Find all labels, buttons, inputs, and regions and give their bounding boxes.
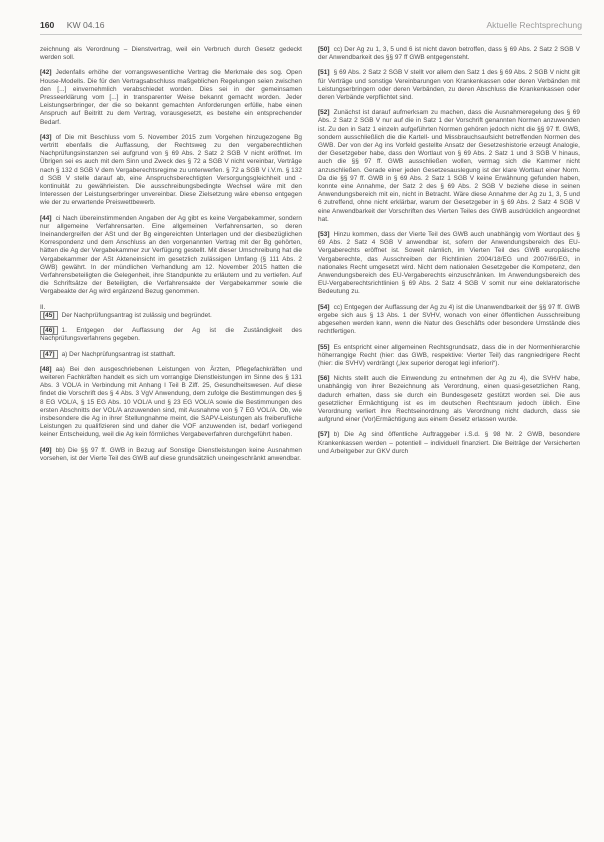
paragraph-text: cc) Der Ag zu 1, 3, 5 und 6 ist nicht davon betroffen, dass § 69 Abs. 2 Satz 2 SGB V der Anwendbarkeit des §§ 97 ff GWB entgegensteht. bbox=[318, 46, 580, 62]
left-column bbox=[40, 46, 302, 470]
paragraph bbox=[40, 327, 302, 343]
paragraph bbox=[318, 304, 580, 337]
paragraph bbox=[40, 447, 302, 463]
paragraph bbox=[318, 344, 580, 369]
paragraph-text: § 69 Abs. 2 Satz 2 SGB V stellt vor allem den Satz 1 des § 69 Abs. 2 SGB V nicht gilt für Verträge und sonstige Vereinbarungen von Krankenkassen oder deren Verbänden mit Leistungserbringern oder deren Verbänden, zu deren Abschluss die Krankenkassen oder deren Verbände verpflichtet sind. bbox=[318, 69, 580, 102]
paragraph bbox=[318, 109, 580, 224]
paragraph-number: [46] bbox=[40, 326, 58, 335]
paragraph-text: of Die mit Beschluss vom 5. November 2015 zum Vorgehen hinzugezogene Bg vertritt ebenfalls die Auffassung, der Rechtsweg zu den vergaberechtlichen Nachprüfungsinstanzen sei aufgrund von § 69 Abs. 2 Satz 2 SGB V nicht eröffnet. Im Übrigen sei es auch mit dem Sinn und Zweck des § 72 a SGB V nicht vereinbar, Verträge nach § 132 d SGB V dem Vergaberechtsregime zu unterwerfen. § 72 a SGB V i.V.m. § 132 d SGB V stelle darauf ab, eine Anspruchsberechtigten Versorgungsgleichheit und -kontinuität zu gewährleisten. Die ausschreibungsbedingte Wechsel wäre mit den Interessen der Leistungserbringer unvereinbar. Diese Zielsetzung wäre ebenso entgegen wie der zu erwartende Preiswettbewerb. bbox=[40, 133, 302, 207]
section-title: Aktuelle Rechtsprechung bbox=[486, 20, 582, 30]
right-column bbox=[318, 46, 580, 463]
paragraph-text: Es entspricht einer allgemeinen Rechtsgrundsatz, dass die in der Normenhierarchie höherrangige Recht (hier: das GWB, respektive: Vierter Teil) das rangniedrigere Recht (hier: die SVHV) verdrängt („lex superior derogat legi inferiori“). bbox=[318, 343, 580, 367]
paragraph bbox=[40, 312, 302, 320]
paragraph bbox=[40, 351, 302, 359]
paragraph bbox=[318, 231, 580, 297]
page-number: 160 bbox=[40, 20, 55, 30]
paragraph-text: aa) Bei den ausgeschriebenen Leistungen von Ärzten, Pflegefachkräften und weiteren Fachkräften handelt es sich um vorrangige Dienstleistungen im Sinne des § 131 Abs. 3 VOL/A in Verbindung mit Anhang I Teil B Ziff. 25, Gesundheitswesen. Auf diese findet die Vorschrift des § 4 Abs. 3 VgV Anwendung, dem zufolge die Bestimmungen des § 8 EG VOL/A, § 15 EG Abs. 10 VOL/A und § 23 EG VOL/A sowie die Bestimmungen des ersten Abschnitts der VOL/A anzuwenden sind, mit Ausnahme von § 7 EG VOL/A. Ob, wie insbesondere die Ag in ihrer Stellungnahme meint, die SAPV-Leistungen als freiberufliche Leistungen zu qualifizieren sind und daher die VOF anzuwenden ist, bedarf vorliegend keiner Entscheidung, weil die Ag kein förmliches Vergabeverfahren durchgeführt haben. bbox=[40, 365, 302, 439]
paragraph-text: b) Die Ag sind öffentliche Auftraggeber i.S.d. § 98 Nr. 2 GWB, besondere Krankenkassen werden – potentiell – individuell finanziert. Die Beiträge der Versicherten und Arbeitgeber zur GKV durch bbox=[318, 431, 580, 455]
paragraph bbox=[40, 215, 302, 297]
paragraph-text: ci Nach übereinstimmenden Angaben der Ag gibt es keine Vergabekammer, sondern nur allgemeine Verfahrensarten. Eine allgemeinen Verfahrensarten, so deren Ineinandergreifen der ASt und der Bg eingereichten Unterlagen und der diesbezüglichen Korrespondenz und dem Anschluss an den vorgenannten Vertrag mit der Bg gehörten, hätten die Ag der Vergabekammer zur Verfügung gestellt. Mit dieser Umschreibung hat die Vergabekammer der ASt Akteneinsicht im gesetzlich zulässigen Umfang (§ 111 Abs. 2 GWB) gewährt. In der mündlichen Verhandlung am 12. November 2015 hatten die Verfahrensbeteiligten die Gelegenheit, ihre Standpunkte zu erläutern und zu vertiefen. Auf die Schriftsätze der Beteiligten, die Verfahrensakte der Vergabekammer sowie die Vergabeakte der Ag wird ergänzend Bezug genommen. bbox=[40, 214, 302, 296]
journal-source: KW 04.16 bbox=[66, 20, 105, 30]
paragraph-text: 1. Entgegen der Auffassung der Ag ist die Zuständigkeit des Nachprüfungsverfahrens gegeben. bbox=[40, 327, 302, 343]
paragraph-text: cc) Entgegen der Auffassung der Ag zu 4) ist die Unanwendbarkeit der §§ 97 ff. GWB ergebe sich aus § 13 Abs. 1 der SVHV, wonach von einer öffentlichen Ausschreibung abgesehen werden kann, wenn die Natur des Geschäfts oder besondere Umstände dies rechtfertigen. bbox=[318, 303, 580, 336]
paragraph-number: [42] bbox=[40, 69, 52, 77]
paragraph bbox=[318, 431, 580, 456]
paragraph bbox=[40, 46, 302, 62]
paragraph-text: Jedenfalls erhöhe der vorrangswesentliche Vertrag die Merkmale des sog. Open House-Modells. Die für den Vertragsabschluss maßgeblichen Regelungen seien zwischen den [...] einvernehmlich verabschiedet worden. Dies sei in der gemeinsamen Presseerklärung vom [...] in transparenter Weise bekannt gemacht worden. Jeder Leistungserbringer, der die so bekannt gemachten Anforderungen erfülle, habe einen Anspruch auf Beitritt zu dem Vertrag, vorausgesetzt, es bestehe ein entsprechender Bedarf. bbox=[40, 69, 302, 126]
paragraph-number: [50] bbox=[318, 46, 330, 53]
paragraph-number: [54] bbox=[318, 303, 330, 311]
paragraph-number: [56] bbox=[318, 375, 330, 383]
paragraph bbox=[318, 375, 580, 424]
paragraph-number: [44] bbox=[40, 214, 52, 222]
paragraph bbox=[40, 366, 302, 440]
paragraph-text: Der Nachprüfungsantrag ist zulässig und begründet. bbox=[61, 311, 212, 319]
paragraph-number: [48] bbox=[40, 365, 52, 373]
paragraph-number: [52] bbox=[318, 109, 330, 117]
paragraph-text: a) Der Nachprüfungsantrag ist statthaft. bbox=[61, 350, 176, 358]
paragraph-number: [49] bbox=[40, 446, 52, 454]
paragraph bbox=[40, 304, 302, 312]
page-header bbox=[40, 20, 582, 35]
paragraph-number: [47] bbox=[40, 350, 58, 359]
paragraph-text: Zunächst ist darauf aufmerksam zu machen, dass die Ausnahmeregelung des § 69 Abs. 2 Satz 2 SGB V nur auf die in Satz 1 der Vorschrift genannten Normen anzuwenden ist. Zu den in Satz 1 einzeln aufgeführten Normen gehören jedoch nicht die §§ 97 ff. GWB, sondern ausschließlich die die Kartell- und Missbrauchsaufsicht betreffenden Normen des GWB. Der von der Ag ins Vorfeld gestellte Ansatz der Gesetzeshistorie erzeugt Analogie, der Gesetzgeber habe, dass den Wortlaut von § 69 Abs. 2 Satz 1 und 3 SGB V hinaus, auch die §§ 97 ff. GWB ausschließen wollen, vermag sich die Kammer nicht anzuschließen. Gerade einer jeden Gesetzesauslegung ist der klare Wortlaut einer Norm. Da die §§ 97 ff. GWB in § 69 Abs. 2 Satz 1 SGB V keine Erwähnung gefunden haben, konnte eine Annahme, der Satz 2 des § 69 Abs. 2 SGB V beziehe diese in seinen Anwendungsbereich mit ein, nicht in Betracht. Wäre diese Annahme der Ag zu 1, 3, 5 und 6 zutreffend, ohne nicht erklärbar, warum der Gesetzgeber in § 69 Abs. 2 Satz 4 SGB V eine Anwendbarkeit der Vorschriften des Vierten Teiles des GWB ausdrücklich angeordnet hat. bbox=[318, 109, 580, 223]
paragraph-text: Nichts stellt auch die Einwendung zu entnehmen der Ag zu 4), die SVHV habe, unabhängig von ihrer Bezeichnung als Verordnung, einen quasi-gesetzlichen Rang, dadurch erhalten, dass sie durch ein Bundesgesetz gestützt worden sei. Die aus gesetzlicher Ermächtigung ist es im deutschen Rechtsraum jedoch üblich. Eine Verordnung verliert ihre Rechtseinordnung als Verordnung nicht dadurch, dass sie aufgrund einer (Vor)Ermächtigung aus einem Gesetz erlassen wurde. bbox=[318, 375, 580, 424]
paragraph bbox=[318, 46, 580, 62]
paragraph bbox=[318, 69, 580, 102]
paragraph bbox=[40, 69, 302, 126]
paragraph-number: [53] bbox=[318, 231, 330, 239]
paragraph-number: [45] bbox=[40, 311, 58, 320]
paragraph-text: Hinzu kommen, dass der Vierte Teil des GWB auch unabhängig vom Wortlaut des § 69 Abs. 2 Satz 4 SGB V anwendbar ist, sofern der Anwendungsbereich des EU-Vergaberechts eröffnet ist. Soweit nämlich, im Vierten Teil des GWB europäische Vergaberechte, das Ausschreiben der Richtlinien 2004/18/EG und 2007/66/EG, in nationales Recht umgesetzt wird. Nicht dem nationalen Gesetzgeber die Kompetenz, den Anwendungsbereich des EU-Vergaberechts einzuschränken. Im Anwendungsbereich des EU-Vergaberechtsrichtlinien § 69 Abs. 2 Satz 4 SGB V somit nur eine deklaratorische Bedeutung zu. bbox=[318, 231, 580, 296]
paragraph-number: [55] bbox=[318, 343, 330, 351]
paragraph-number: [51] bbox=[318, 69, 330, 77]
paragraph-text: II. bbox=[40, 303, 46, 311]
paragraph bbox=[40, 134, 302, 208]
paragraph-number: [57] bbox=[318, 431, 330, 439]
paragraph-text: zeichnung als Verordnung – Dienstvertrag, weil ein Verbruch durch Gesetz gedeckt werden soll. bbox=[40, 46, 302, 62]
paragraph-number: [43] bbox=[40, 133, 52, 141]
paragraph-text: bb) Die §§ 97 ff. GWB in Bezug auf Sonstige Dienstleistungen keine Ausnahmen vorsehen, ist der Vierte Teil des GWB auf diese grundsätzlich uneingeschränkt anwendbar. bbox=[40, 446, 302, 462]
